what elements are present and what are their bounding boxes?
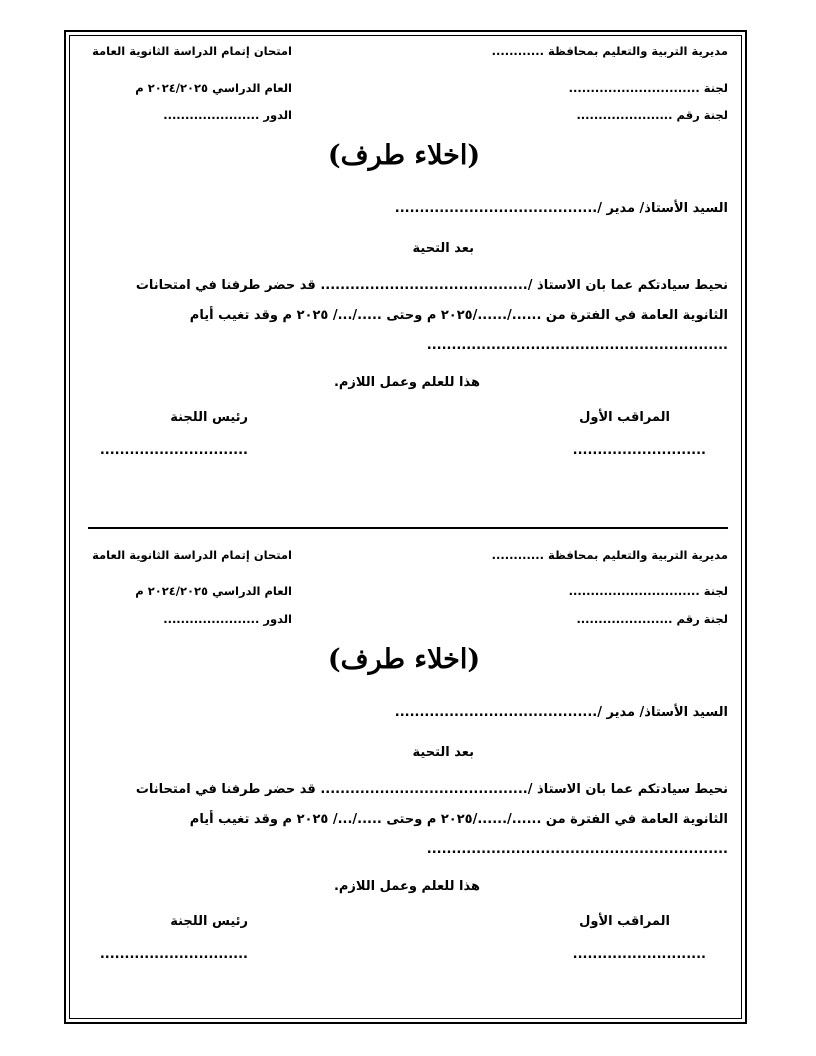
committee-head-signature: .............................. [99,443,248,458]
committee-number-line: لجنة رقم ...................... [576,108,728,122]
committee-line: لجنة .............................. [568,584,728,598]
directorate-line: مديرية التربية والتعليم بمحافظة ............ [491,548,728,562]
form-title: (اخلاء طرف) [327,644,481,675]
addressee-line: السيد الأستاذ/ مدير /......................................... [394,705,728,720]
body-line-3: ............................................................. [426,338,728,353]
body-line-2: الثانوية العامة في الفترة من ....../....../٢٠٢٥ م وحتى ...../.../ ٢٠٢٥ م وقد تغيب أيام [189,812,728,827]
committee-head-label: رئيس اللجنة [170,410,248,425]
committee-head-signature: .............................. [99,947,248,962]
addressee-line: السيد الأستاذ/ مدير /......................................... [394,201,728,216]
first-proctor-signature: ........................... [572,443,706,458]
clearance-form-1 [78,38,730,508]
form-title: (اخلاء طرف) [327,140,481,171]
body-line-1: نحيط سيادتكم عما بان الاستاذ /.......................................... قد حضر طرفنا في امتحانات [135,278,728,293]
body-line-1: نحيط سيادتكم عما بان الاستاذ /.......................................... قد حضر طرفنا في امتحانات [135,782,728,797]
exam-round: الدور ...................... [163,612,292,626]
exam-round: الدور ...................... [163,108,292,122]
committee-line: لجنة .............................. [568,81,728,95]
clearance-form-2 [78,542,730,1012]
first-proctor-label: المراقب الأول [579,914,670,929]
cut-divider [88,527,728,529]
committee-head-label: رئيس اللجنة [170,914,248,929]
body-line-3: ............................................................. [426,842,728,857]
directorate-line: مديرية التربية والتعليم بمحافظة ............ [491,44,728,58]
greeting: بعد التحية [412,745,474,760]
closing-line: هذا للعلم وعمل اللازم. [333,375,480,390]
body-line-2: الثانوية العامة في الفترة من ....../....../٢٠٢٥ م وحتى ...../.../ ٢٠٢٥ م وقد تغيب أيام [189,308,728,323]
academic-year: العام الدراسي ٢٠٢٤/٢٠٢٥ م [135,81,292,95]
closing-line: هذا للعلم وعمل اللازم. [333,879,480,894]
exam-name: امتحان إتمام الدراسة الثانوية العامة [92,44,292,58]
greeting: بعد التحية [412,241,474,256]
first-proctor-label: المراقب الأول [579,410,670,425]
committee-number-line: لجنة رقم ...................... [576,612,728,626]
academic-year: العام الدراسي ٢٠٢٤/٢٠٢٥ م [135,584,292,598]
exam-name: امتحان إتمام الدراسة الثانوية العامة [92,548,292,562]
first-proctor-signature: ........................... [572,947,706,962]
